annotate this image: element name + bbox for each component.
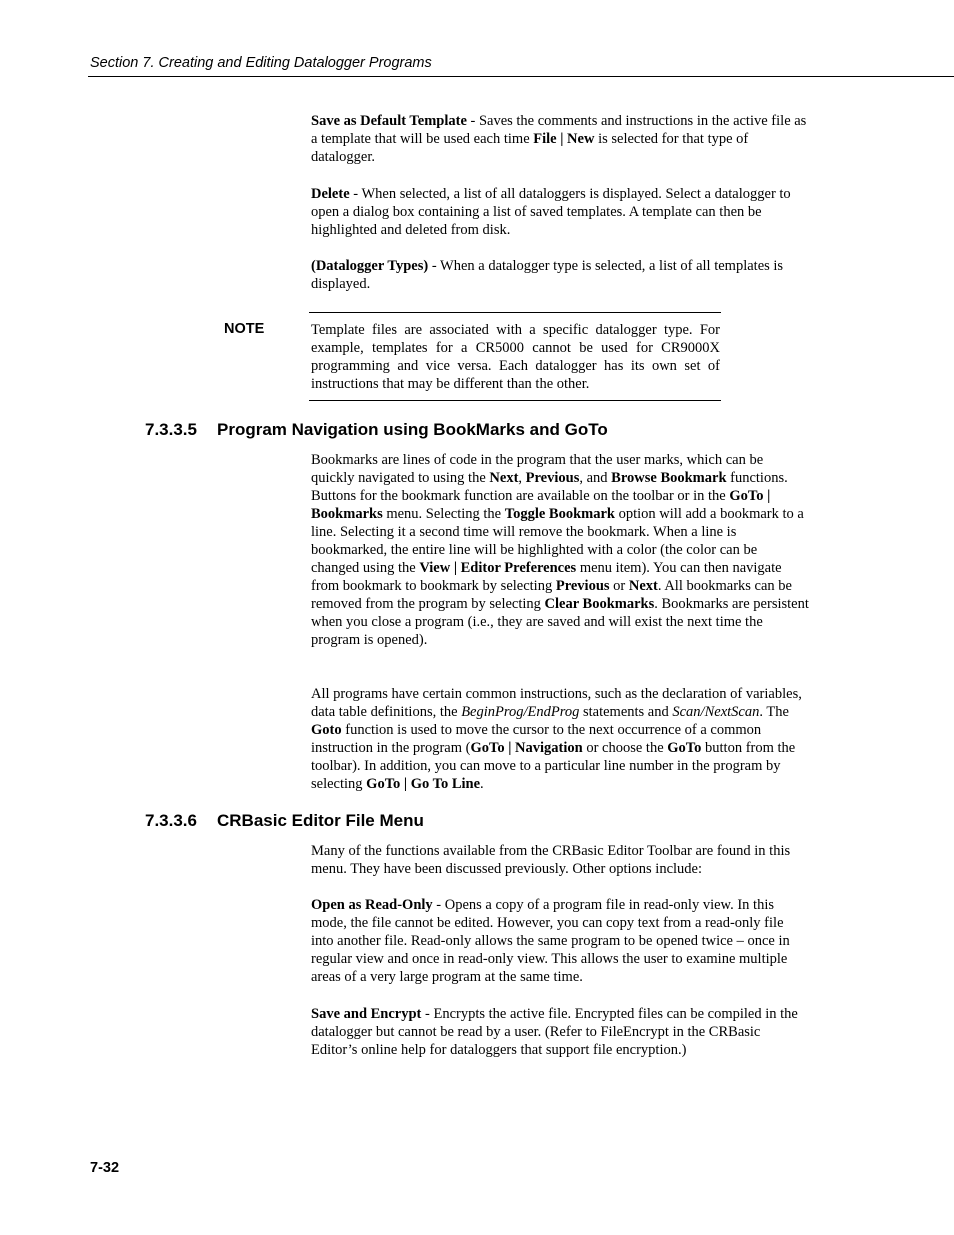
menu-file-new: File | New	[533, 131, 595, 147]
file-menu-intro-block	[311, 842, 809, 878]
bookmarks-paragraph: Bookmarks are lines of code in the program that the user marks, which can be quickly navigated to using the Next, Previous, and Browse Bookmark functions. Buttons for the bookmark function are available on the toolbar or in the GoTo | Bookmarks menu. Selecting the Toggle Bookmark option will add a bookmark to a line. Selecting it a second time will remove the bookmark. When a line is bookmarked, the entire line will be highlighted with a color (the color can be changed using the View | Editor Preferences menu item). You can then navigate from bookmark to bookmark by selecting Previous or Next. All bookmarks can be removed from the program by selecting Clear Bookmarks. Bookmarks are persistent when you close a program (i.e., they are saved and will exist the next time the program is opened).	[311, 452, 809, 648]
save-default-template-block	[311, 112, 809, 166]
file-menu-intro-paragraph: Many of the functions available from the CRBasic Editor Toolbar are found in this menu. They have been discussed previously. Other options include:	[311, 843, 791, 877]
section-heading-7-3-3-5	[145, 420, 608, 440]
running-header: Section 7. Creating and Editing Datalogger Programs	[90, 55, 432, 71]
page-number: 7-32	[90, 1160, 120, 1176]
section-number: 7.3.3.5	[145, 420, 197, 439]
bookmarks-block	[311, 451, 809, 649]
note-bottom-rule	[309, 400, 721, 401]
term-save-encrypt: Save and Encrypt	[311, 1006, 422, 1022]
goto-block	[311, 685, 809, 793]
note-text: Template files are associated with a specific datalogger type. For example, templates for a CR5000 cannot be used for CR9000X programming and vice versa. Each datalogger has its own set of instructions that may be different than the other.	[311, 322, 720, 392]
delete-block	[311, 185, 809, 239]
term-save-default-template: Save as Default Template	[311, 113, 467, 129]
datalogger-types-block	[311, 257, 809, 293]
delete-paragraph: Delete - When selected, a list of all dataloggers is displayed. Select a datalogger to open a dialog box containing a list of saved templates. A template can then be highlighted and deleted from disk.	[311, 186, 791, 238]
goto-paragraph: All programs have certain common instructions, such as the declaration of variables, data table definitions, the BeginProg/EndProg statements and Scan/NextScan. The Goto function is used to move the cursor to the next occurrence of a common instruction in the program (GoTo | Navigation or choose the GoTo button from the toolbar). In addition, you can move to a particular line number in the program by selecting GoTo | Go To Line.	[311, 686, 802, 792]
note-top-rule	[309, 312, 721, 313]
section-title: Program Navigation using BookMarks and GoTo	[217, 420, 608, 439]
term-open-read-only: Open as Read-Only	[311, 897, 433, 913]
term-datalogger-types: (Datalogger Types)	[311, 258, 429, 274]
term-delete: Delete	[311, 186, 350, 202]
section-heading-7-3-3-6	[145, 811, 424, 831]
header-rule	[88, 76, 954, 77]
datalogger-types-paragraph: (Datalogger Types) - When a datalogger type is selected, a list of all templates is displayed.	[311, 258, 784, 292]
section-title: CRBasic Editor File Menu	[217, 811, 424, 830]
save-default-template-paragraph: Save as Default Template - Saves the comments and instructions in the active file as a template that will be used each time File | New is selected for that type of datalogger.	[311, 113, 807, 165]
section-number: 7.3.3.6	[145, 811, 197, 830]
open-read-only-block	[311, 896, 809, 986]
save-encrypt-block	[311, 1005, 809, 1059]
note-label: NOTE	[224, 321, 265, 337]
open-read-only-paragraph: Open as Read-Only - Opens a copy of a program file in read-only view. In this mode, the file cannot be edited. However, you can copy text from a read-only file into another file. Read-only allows the same program to be opened twice – once in regular view and once in read-only view. This allows the user to examine multiple areas of a very large program at the same time.	[311, 897, 790, 985]
save-encrypt-paragraph: Save and Encrypt - Encrypts the active file. Encrypted files can be compiled in the datalogger but cannot be read by a user. (Refer to FileEncrypt in the CRBasic Editor’s online help for dataloggers that support file encryption.)	[311, 1006, 798, 1058]
